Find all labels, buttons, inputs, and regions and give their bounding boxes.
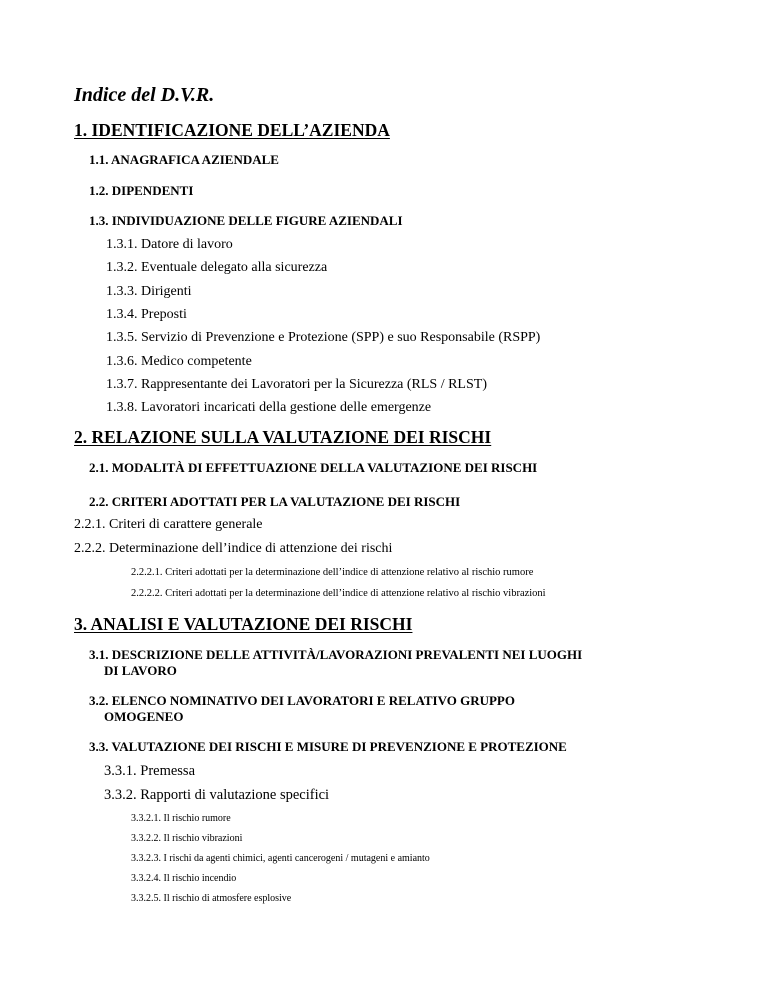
toc-item-3-3-2: 3.3.2. Rapporti di valutazione specifici bbox=[104, 787, 330, 803]
toc-item-3-3-2-5: 3.3.2.5. Il rischio di atmosfere esplosive bbox=[131, 893, 292, 904]
toc-item-1-3-1: 1.3.1. Datore di lavoro bbox=[106, 237, 233, 252]
toc-item-2-2-2: 2.2.2. Determinazione dell’indice di attenzione dei rischi bbox=[74, 541, 393, 556]
toc-item-1-3-4: 1.3.4. Preposti bbox=[106, 307, 187, 322]
toc-item-2-2-2-1: 2.2.2.1. Criteri adottati per la determinazione dell’indice di attenzione relativo al rischio rumore bbox=[131, 567, 534, 578]
toc-item-1-3-3: 1.3.3. Dirigenti bbox=[106, 284, 192, 299]
toc-item-3-2-cont: OMOGENEO bbox=[104, 709, 184, 724]
toc-item-3-3-2-2: 3.3.2.2. Il rischio vibrazioni bbox=[131, 833, 243, 844]
toc-item-1-3: 1.3. INDIVIDUAZIONE DELLE FIGURE AZIENDALI bbox=[89, 213, 403, 228]
toc-item-3-3-2-4: 3.3.2.4. Il rischio incendio bbox=[131, 873, 237, 884]
toc-item-1-3-8: 1.3.8. Lavoratori incaricati della gestione delle emergenze bbox=[106, 400, 432, 415]
toc-section-1: 1. IDENTIFICAZIONE DELL’AZIENDA bbox=[74, 120, 390, 140]
toc-item-1-3-6: 1.3.6. Medico competente bbox=[106, 354, 252, 369]
toc-item-3-3-2-3: 3.3.2.3. I rischi da agenti chimici, agenti cancerogeni / mutageni e amianto bbox=[131, 853, 430, 864]
toc-item-1-3-2: 1.3.2. Eventuale delegato alla sicurezza bbox=[106, 260, 328, 275]
toc-item-3-1-cont: DI LAVORO bbox=[104, 663, 177, 678]
toc-item-2-2: 2.2. CRITERI ADOTTATI PER LA VALUTAZIONE DEI RISCHI bbox=[89, 494, 461, 509]
toc-item-2-2-2-2: 2.2.2.2. Criteri adottati per la determinazione dell’indice di attenzione relativo al rischio vibrazioni bbox=[131, 588, 546, 599]
toc-item-3-1: 3.1. DESCRIZIONE DELLE ATTIVITÀ/LAVORAZIONI PREVALENTI NEI LUOGHI bbox=[89, 647, 583, 662]
toc-item-3-2: 3.2. ELENCO NOMINATIVO DEI LAVORATORI E RELATIVO GRUPPO bbox=[89, 693, 515, 708]
toc-item-1-3-7: 1.3.7. Rappresentante dei Lavoratori per la Sicurezza (RLS / RLST) bbox=[106, 377, 487, 392]
toc-item-3-3-2-1: 3.3.2.1. Il rischio rumore bbox=[131, 813, 231, 824]
toc-item-3-3: 3.3. VALUTAZIONE DEI RISCHI E MISURE DI PREVENZIONE E PROTEZIONE bbox=[89, 739, 567, 754]
toc-item-1-1: 1.1. ANAGRAFICA AZIENDALE bbox=[89, 152, 279, 167]
toc-section-3: 3. ANALISI E VALUTAZIONE DEI RISCHI bbox=[74, 614, 413, 634]
page-title: Indice del D.V.R. bbox=[74, 84, 215, 106]
toc-item-1-3-5: 1.3.5. Servizio di Prevenzione e Protezione (SPP) e suo Responsabile (RSPP) bbox=[106, 330, 541, 345]
toc-item-2-1: 2.1. MODALITÀ DI EFFETTUAZIONE DELLA VALUTAZIONE DEI RISCHI bbox=[89, 460, 538, 475]
toc-item-1-2: 1.2. DIPENDENTI bbox=[89, 183, 194, 198]
toc-item-2-2-1: 2.2.1. Criteri di carattere generale bbox=[74, 517, 263, 532]
toc-section-2: 2. RELAZIONE SULLA VALUTAZIONE DEI RISCHI bbox=[74, 427, 492, 447]
toc-item-3-3-1: 3.3.1. Premessa bbox=[104, 763, 196, 779]
